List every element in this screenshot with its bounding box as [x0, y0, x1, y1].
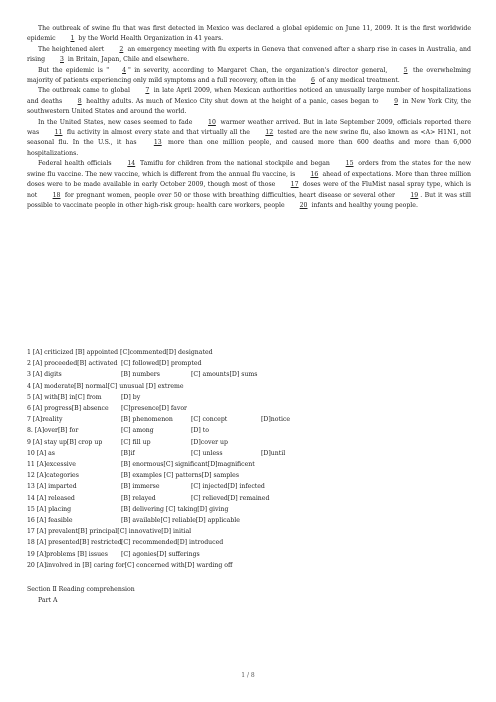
option-row	[27, 392, 471, 403]
passage-paragraph	[27, 24, 471, 45]
option-row	[27, 493, 471, 504]
option-text: 18 [A] presented[B] restricted	[27, 539, 122, 547]
option-text: 20 [A]involved in [B] caring for[C] concerned with[D] warding off	[27, 561, 233, 569]
option-row	[27, 549, 471, 560]
option-row	[27, 369, 471, 380]
option-text: [B] relayed	[121, 494, 156, 502]
option-text: [C] unless	[191, 449, 223, 457]
blank-number: 17	[290, 181, 299, 189]
option-text: 8. [A]over[B] for	[27, 427, 79, 435]
passage-paragraph	[27, 66, 471, 87]
option-text: [C] relieved[D] remained	[191, 494, 270, 502]
option-text: [B]if	[121, 449, 135, 457]
passage-text: orders from the states for the new swine flu vaccine. The new vaccine, which is different from the annual flu vaccine, is	[27, 160, 471, 178]
passage-paragraph	[27, 159, 471, 211]
blank-number: 4	[122, 66, 127, 74]
passage-text: The outbreak of swine flu that was first detected in Mexico was declared a global epidemic on June 11, 2009. It is the first worldwide epidemic	[27, 25, 471, 43]
option-text: 11 [A]excessive	[27, 461, 76, 469]
option-row	[27, 515, 471, 526]
option-text: [C] injected[D] infected	[191, 483, 265, 491]
option-row	[27, 459, 471, 470]
option-text: 7 [A]reality	[27, 416, 63, 424]
option-text: 15 [A] placing	[27, 505, 72, 513]
passage-text: But the epidemic is "	[38, 66, 110, 74]
option-text: [D] by	[121, 393, 141, 401]
option-row	[27, 347, 471, 358]
option-text: [C]presence[D] favor	[121, 405, 188, 413]
passage-text: flu activity in almost every state and that virtually all the	[64, 129, 253, 137]
option-text: [B] examples [C] patterns[D] samples	[121, 472, 239, 480]
passage-text: ahead of expectations. More than three million doses were to be made available in early October 2009, though most of those	[27, 170, 471, 189]
blank-number: 18	[52, 191, 61, 199]
passage-text: Tamiflu for children from the national stockpile and began	[137, 160, 333, 168]
passage-text: In the United States, new cases seemed to fade	[38, 118, 196, 126]
option-text: [B] immerse	[121, 483, 160, 491]
passage-text: the overwhelming majority of patients experiencing only mild symptoms and a full recovery, often in the	[27, 66, 471, 85]
blank-number: 3	[60, 56, 64, 64]
option-text: [B] phenomenon	[121, 416, 173, 424]
blank-number: 10	[208, 118, 216, 126]
blank-number: 2	[119, 45, 124, 53]
blank-number: 12	[265, 129, 274, 137]
blank-number: 16	[310, 170, 319, 178]
blank-number: 6	[310, 77, 315, 85]
blank-number: 1	[70, 35, 75, 43]
option-text: [C] among	[121, 427, 154, 435]
blank-number: 5	[403, 66, 408, 74]
option-row	[27, 381, 471, 392]
option-text: 5 [A] with[B] in[C] from	[27, 393, 102, 401]
option-text: [B] numbers	[121, 371, 160, 379]
option-row	[27, 481, 471, 492]
blank-number: 8	[77, 97, 82, 105]
option-text: [D]notice	[261, 416, 291, 424]
option-text: [B] delivering [C] taking[D] giving	[121, 505, 229, 513]
option-text: [B] enormous[C] significant[D]magnificent	[121, 461, 255, 469]
passage-text: in New York City, the southwestern United States and around the world.	[27, 97, 472, 116]
passage-text: tested are the new swine flu, also known as <A> H1N1, not seasonal flu. In the U.S., it has	[27, 129, 471, 147]
option-text: 16 [A] feasible	[27, 517, 73, 525]
passage-text: " in severity, according to Margaret Chan, the organization's director general,	[128, 66, 391, 74]
blank-number: 20	[299, 201, 308, 209]
option-text: 14 [A] released	[27, 494, 75, 502]
passage-text: in Britain, Japan, Chile and elsewhere.	[65, 56, 190, 64]
passage-text: . But it was still possible to vaccinate people in other high-risk group: health care workers, people	[27, 191, 472, 209]
blank-number: 11	[54, 129, 63, 137]
option-row	[27, 425, 471, 436]
option-text: [B] available[C] reliable[D] applicable	[121, 517, 240, 525]
option-text: [C] concept	[191, 416, 228, 424]
passage-text: doses were of the FluMist nasal spray type, which is not	[27, 181, 472, 199]
section-title: Section Ⅱ Reading comprehension	[27, 586, 135, 593]
option-text: 12 [A]categories	[27, 472, 79, 480]
option-text: 17 [A] prevalent[B] principal[C] innovative[D] initial	[27, 528, 192, 536]
passage-text: The outbreak came to global	[38, 87, 133, 95]
option-text: [D]cover up	[191, 438, 229, 446]
option-row	[27, 414, 471, 425]
passage-text: healthy adults. As much of Mexico City shut down at the height of a panic, cases began to	[83, 97, 382, 105]
option-text: [D]until	[261, 449, 286, 457]
option-text: 2 [A] proceeded[B] activated	[27, 360, 118, 368]
option-text: 19 [A]problems [B] issues	[27, 550, 108, 558]
option-text: 1 [A] criticized [B] appointed [C]commented[D] designated	[27, 349, 213, 356]
option-text: 13 [A] imparted	[27, 483, 77, 491]
answer-options	[27, 347, 471, 571]
page-number: 1 / 8	[241, 672, 255, 679]
option-text: [C] fill up	[121, 438, 151, 446]
blank-number: 9	[394, 97, 399, 105]
passage-text: by the World Health Organization in 41 years.	[76, 35, 224, 43]
passage-text: more than one million people, and caused more than 600 deaths and more than 6,000 hospitalizations.	[27, 139, 471, 157]
passage-text: an emergency meeting with flu experts in Geneva that convened after a sharp rise in cases in Australia, and rising	[27, 45, 471, 64]
cloze-passage	[27, 24, 471, 211]
blank-number: 14	[127, 160, 136, 168]
passage-text: warmer weather arrived. But in late September 2009, officials reported there was	[27, 118, 472, 137]
part-title: Part A	[38, 597, 58, 605]
passage-paragraph	[27, 86, 471, 117]
passage-text: for pregnant women, people over 50 or those with breathing difficulties, heart disease or several other	[62, 191, 398, 199]
option-row	[27, 560, 471, 571]
blank-number: 19	[410, 191, 419, 199]
option-text: 3 [A] digits	[27, 371, 62, 379]
option-text: 9 [A] stay up[B] crop up	[27, 438, 103, 446]
passage-text: Federal health officials	[38, 160, 115, 168]
option-row	[27, 403, 471, 414]
passage-paragraph	[27, 118, 471, 160]
passage-paragraph	[27, 45, 471, 66]
option-text: [C] recommended[D] introduced	[121, 539, 224, 547]
blank-number: 13	[153, 139, 162, 147]
passage-text: infants and healthy young people.	[309, 201, 418, 209]
option-row	[27, 537, 471, 548]
option-row	[27, 470, 471, 481]
passage-text: The heightened alert	[38, 45, 107, 53]
option-row	[27, 437, 471, 448]
passage-text: in late April 2009, when Mexican authorities noticed an unusually large number of hospitalizations and deaths	[27, 87, 471, 105]
passage-text: of any medical treatment.	[316, 77, 400, 85]
blank-number: 15	[345, 160, 354, 168]
option-text: [D] to	[191, 427, 209, 435]
option-text: 6 [A] progress[B] absence	[27, 405, 109, 413]
blank-number: 7	[145, 87, 150, 95]
section-heading	[27, 584, 135, 606]
option-row	[27, 526, 471, 537]
option-text: 10 [A] as	[27, 449, 55, 457]
option-text: [C] agonies[D] sufferings	[121, 550, 200, 558]
option-text: [C] amounts[D] sums	[191, 371, 258, 379]
option-text: [C] followed[D] prompted	[121, 360, 202, 368]
option-text: 4 [A] moderate[B] normal[C] unusual [D] extreme	[27, 382, 184, 390]
option-row	[27, 448, 471, 459]
option-row	[27, 504, 471, 515]
option-row	[27, 358, 471, 369]
